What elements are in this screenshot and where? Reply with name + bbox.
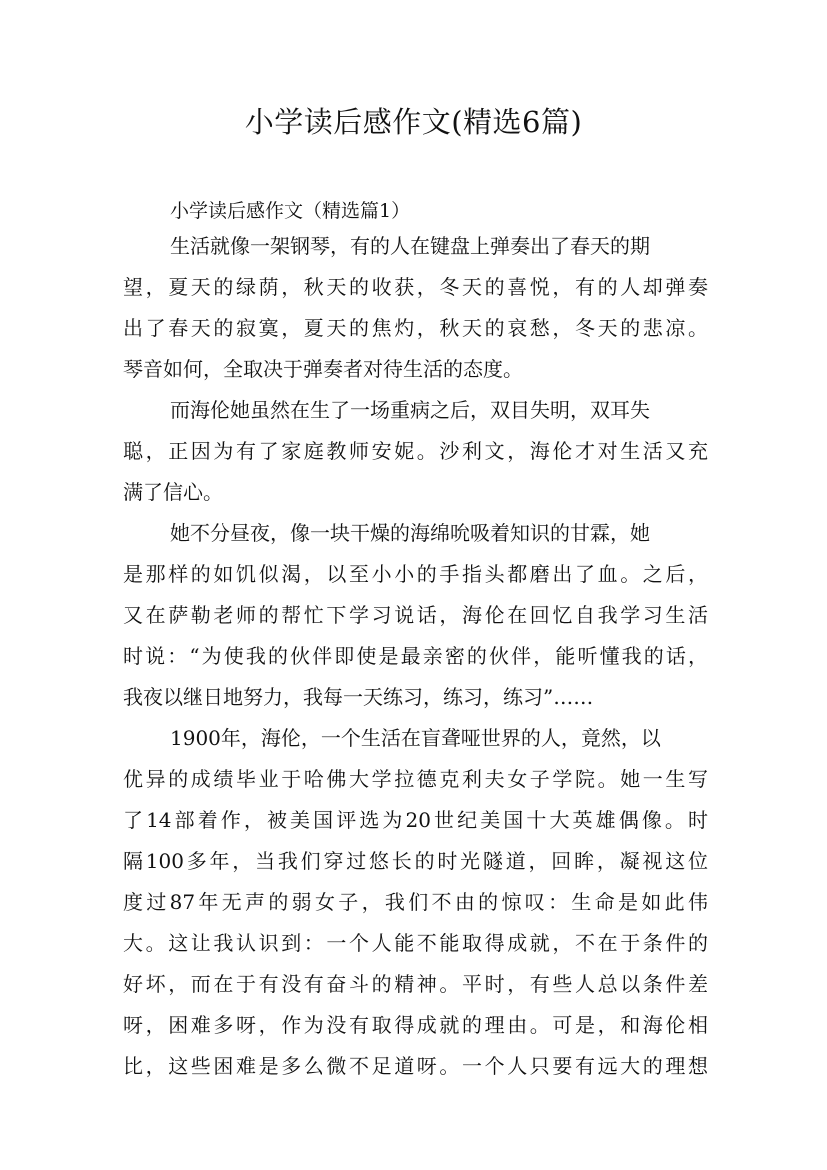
section-heading: 小学读后感作文（精选篇1） — [170, 200, 411, 222]
paragraph-line: 她不分昼夜，像一块干燥的海绵吮吸着知识的甘霖，她 — [170, 521, 650, 545]
paragraph-line: 是那样的如饥似渴，以至小小的手指头都磨出了血。之后， — [123, 562, 708, 586]
paragraph-line: 度过87年无声的弱女子，我们不由的惊叹：生命是如此伟 — [123, 890, 708, 914]
paragraph-line: 琴音如何，全取决于弹奏者对待生活的态度。 — [123, 357, 523, 381]
paragraph-line: 又在萨勒老师的帮忙下学习说话，海伦在回忆自我学习生活 — [123, 603, 708, 627]
paragraph-line: 比，这些困难是多么微不足道呀。一个人只要有远大的理想 — [123, 1054, 708, 1078]
paragraph-line: 大。这让我认识到：一个人能不能取得成就，不在于条件的 — [123, 931, 708, 955]
paragraph-line: 时说：“为使我的伙伴即使是最亲密的伙伴，能听懂我的话， — [123, 644, 708, 668]
paragraph-line: 满了信心。 — [123, 480, 223, 504]
paragraph-line: 1900年，海伦，一个生活在盲聋哑世界的人，竟然，以 — [170, 726, 661, 750]
paragraph-line: 优异的成绩毕业于哈佛大学拉德克利夫女子学院。她一生写 — [123, 767, 708, 791]
paragraph-line: 我夜以继日地努力，我每一天练习，练习，练习”…… — [123, 685, 594, 709]
paragraph-line: 好坏，而在于有没有奋斗的精神。平时，有些人总以条件差 — [123, 972, 708, 996]
paragraph-line: 生活就像一架钢琴，有的人在键盘上弹奏出了春天的期 — [170, 234, 650, 258]
paragraph-line: 了14部着作，被美国评选为20世纪美国十大英雄偶像。时 — [123, 808, 708, 832]
paragraph-line: 隔100多年，当我们穿过悠长的时光隧道，回眸，凝视这位 — [123, 849, 708, 873]
document-title: 小学读后感作文(精选6篇) — [244, 105, 583, 139]
paragraph-line: 聪，正因为有了家庭教师安妮。沙利文，海伦才对生活又充 — [123, 439, 708, 463]
paragraph-line: 而海伦她虽然在生了一场重病之后，双目失明，双耳失 — [170, 398, 650, 422]
paragraph-line: 呀，困难多呀，作为没有取得成就的理由。可是，和海伦相 — [123, 1013, 708, 1037]
paragraph-line: 出了春天的寂寞，夏天的焦灼，秋天的哀愁，冬天的悲凉。 — [123, 316, 708, 340]
paragraph-line: 望，夏天的绿荫，秋天的收获，冬天的喜悦，有的人却弹奏 — [123, 275, 708, 299]
